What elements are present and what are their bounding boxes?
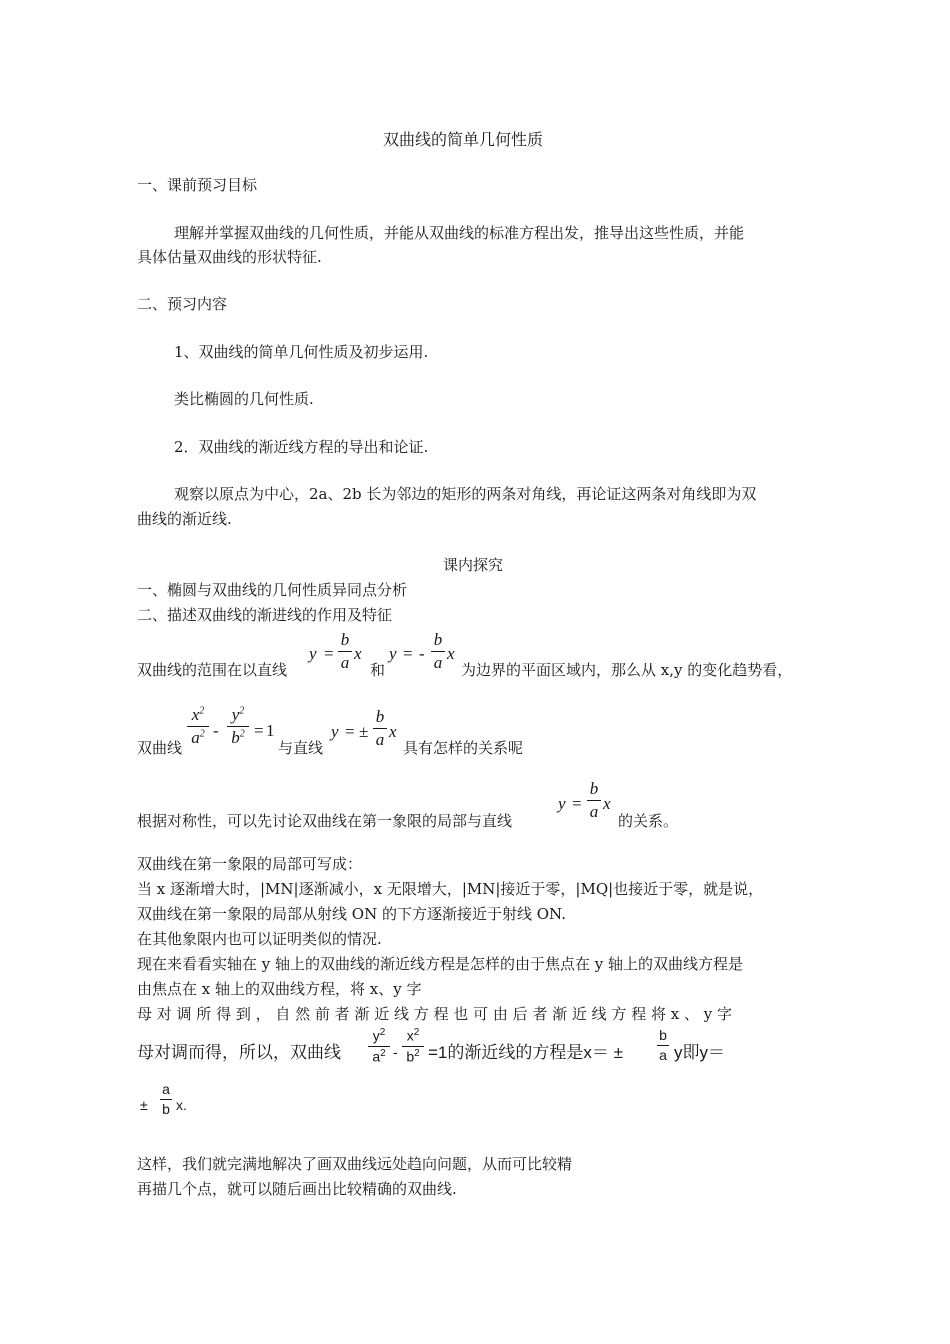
section-heading-preview-goals: 一、课前预习目标 [137,176,258,194]
section-heading-preview-content: 二、预习内容 [137,295,228,313]
explore-item-2: 二、描述双曲线的渐进线的作用及特征 [137,606,393,624]
body-line-2: 当 x 逐渐增大时，|MN|逐渐减小，x 无限增大，|MN|接近于零，|MQ|也接近于零，就是说， [137,880,764,898]
body-line-9-post: x. [176,1097,187,1113]
fraction-y2-over-b2: $y^2$ $b^2$ [227,706,249,746]
page-title: 双曲线的简单几何性质 [383,130,544,149]
body-line-7: 母 对 调 所 得 到 ， 自 然 前 者 渐 近 线 方 程 也 可 由 后 者 渐 近 线 方 程 将 x 、 y 字 [137,1005,732,1023]
fraction-b-over-a: b a [373,708,387,748]
symmetry-text-pre: 根据对称性，可以先讨论双曲线在第一象限的局部与直线 [137,812,513,830]
content-item-1-sub: 类比椭圆的几何性质. [174,390,314,408]
goals-paragraph-line-1: 理解并掌握双曲线的几何性质，并能从双曲线的标准方程出发，推导出这些性质，并能 [174,224,745,242]
final-line-1: 这样，我们就完满地解决了画双曲线远处趋向问题，从而可比较精 [137,1155,573,1173]
content-item-2-paragraph-line-2: 曲线的渐近线. [137,510,232,528]
body-line-8-post: y即y＝ [674,1043,725,1062]
body-line-8-eq: =1的渐近线的方程是x＝ ± [428,1043,623,1062]
explore-heading: 课内探究 [443,556,504,574]
fraction-b-over-a: b a [338,631,352,671]
relation-text-post: 具有怎样的关系呢 [403,739,524,757]
body-line-5: 现在来看看实轴在 y 轴上的双曲线的渐近线方程是怎样的由于焦点在 y 轴上的双曲线方程是 [137,955,744,973]
content-item-2: 2．双曲线的渐近线方程的导出和论证. [174,438,429,456]
body-line-6: 由焦点在 x 轴上的双曲线方程，将 x、y 字 [137,980,422,998]
fraction-y2-over-a2: $y^2$ $a^2$ [368,1028,390,1063]
symmetry-text-post: 的关系。 [618,812,679,830]
body-line-1: 双曲线在第一象限的局部可写成： [137,855,363,873]
range-text-post: 为边界的平面区域内，那么从 x,y 的变化趋势看， [461,661,793,679]
fraction-b-over-a: b a [587,780,601,820]
content-item-2-paragraph-line-1: 观察以原点为中心，2a、2b 长为邻边的矩形的两条对角线，再论证这两条对角线即为双 [174,485,757,503]
range-text-pre: 双曲线的范围在以直线 [137,661,288,679]
relation-text-mid: 与直线 [278,739,324,757]
fraction-a-over-b-upright: a b [160,1082,172,1116]
final-line-2: 再描几个点，就可以随后画出比较精确的双曲线. [137,1180,457,1198]
fraction-b-over-a-upright: b a [657,1028,669,1062]
body-line-4: 在其他象限内也可以证明类似的情况. [137,930,382,948]
relation-text-pre: 双曲线 [137,739,183,757]
body-line-3: 双曲线在第一象限的局部从射线 ON 的下方逐渐接近于射线 ON. [137,905,566,923]
fraction-b-over-a: b a [431,631,445,671]
explore-item-1: 一、椭圆与双曲线的几何性质异同点分析 [137,581,408,599]
fraction-x2-over-b2: $x^2$ $b^2$ [402,1028,424,1063]
goals-paragraph-line-2: 具体估量双曲线的形状特征. [137,248,322,266]
body-line-8-pre: 母对调而得，所以，双曲线 [137,1043,341,1062]
fraction-x2-over-a2: $x^2$ $a^2$ [187,706,209,746]
pm-sign: ± [140,1097,148,1113]
content-item-1: 1、双曲线的简单几何性质及初步运用. [174,343,429,361]
range-text-and: 和 [370,661,386,679]
